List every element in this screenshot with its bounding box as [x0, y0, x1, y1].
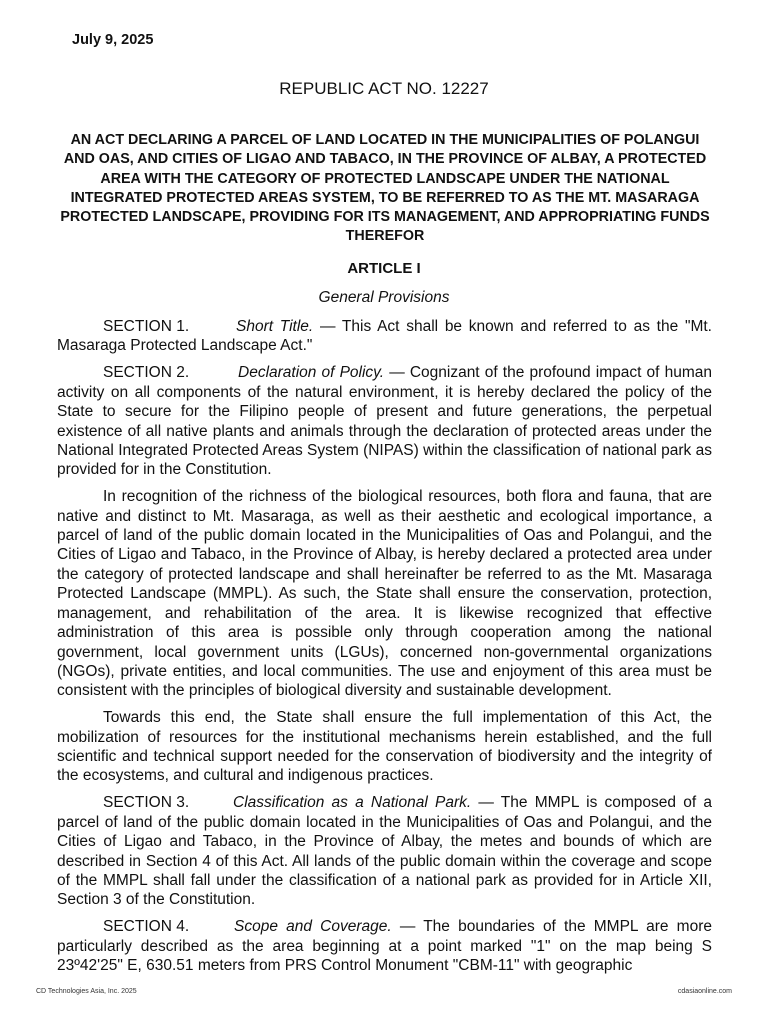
footer-copyright: CD Technologies Asia, Inc. 2025 — [36, 988, 137, 995]
body-paragraph: In recognition of the richness of the biological resources, both flora and fauna, that are native and distinct to Mt. Masaraga, as well as their aesthetic and ecological importance, a parcel of land of the public domain located in the Municipalities of Oas and Polangui, and the Cities of Ligao and Tabaco, in the Province of Albay, is hereby declared a protected area under the category of protected landscape and shall hereinafter be referred to as the Mt. Masaraga Protected Landscape (MMPL). As such, the State shall ensure the conservation, protection, management, and rehabilitation of the area. It is likewise recognized that effective administration of this area is possible only through cooperation among the national government, local government units (LGUs), concerned non-governmental organizations (NGOs), private entities, and local communities. The use and enjoyment of this area must be consistent with the principles of biological diversity and sustainable development. — [57, 488, 712, 700]
section-4-paragraph — [57, 917, 712, 975]
article-subheading: General Provisions — [318, 289, 450, 306]
act-number: REPUBLIC ACT NO. 12227 — [279, 79, 489, 98]
section-label: SECTION 3. — [103, 794, 190, 812]
section-3-paragraph — [57, 793, 712, 909]
document-body — [57, 317, 712, 983]
section-label: SECTION 2. — [103, 364, 190, 382]
section-heading: Short Title. — [236, 318, 314, 335]
section-2-paragraph — [57, 363, 712, 479]
section-text: — The MMPL is composed of a parcel of land of the public domain located in the Municipalities of Oas and Polangui, and the Cities of Ligao and Tabaco, in the Province of Albay, the metes and bounds of which are described in Section 4 of this Act. All lands of the public domain within the coverage and scope of the MMPL shall fall under the classification of a national park as provided for in Article XII, Section 3 of the Constitution. — [57, 794, 712, 909]
section-text: — This Act shall be known and referred to as the "Mt. Masaraga Protected Landscape Act." — [57, 318, 712, 355]
section-text: — The boundaries of the MMPL are more particularly described as the area beginning at a point marked "1" on the map being S 23º42'25" E, 630.51 meters from PRS Control Monument "CBM-11" with geographic — [57, 918, 712, 975]
section-1-paragraph — [57, 317, 712, 356]
section-label: SECTION 1. — [103, 318, 190, 335]
document-date: July 9, 2025 — [72, 32, 154, 48]
section-heading: Declaration of Policy. — [238, 364, 385, 382]
footer-website: cdasiaonline.com — [677, 988, 732, 995]
body-paragraph: Towards this end, the State shall ensure the full implementation of this Act, the mobilization of resources for the institutional mechanisms herein established, and the full scientific and technical support needed for the conservation of biodiversity and the integrity of the ecosystems, and cultural and indigenous practices. — [57, 709, 712, 785]
section-label: SECTION 4. — [103, 918, 190, 936]
section-heading: Scope and Coverage. — [234, 918, 392, 936]
section-heading: Classification as a National Park. — [233, 794, 472, 812]
section-text: — Cognizant of the profound impact of human activity on all components of the natural environment, it is hereby declared the policy of the State to secure for the Filipino people of present and future generations, the perpetual existence of all native plants and animals through the declaration of protected areas under the National Integrated Protected Areas System (NIPAS) within the classification of national park as provided for in the Constitution. — [57, 364, 712, 479]
article-heading: ARTICLE I — [347, 260, 421, 277]
act-title: AN ACT DECLARING A PARCEL OF LAND LOCATED IN THE MUNICIPALITIES OF POLANGUI AND OAS, AND CITIES OF LIGAO AND TABACO, IN THE PROVINCE OF ALBAY, A PROTECTED AREA WITH THE CATEGORY OF PROTECTED LANDSCAPE UNDER THE NATIONAL INTEGRATED PROTECTED AREAS SYSTEM, TO BE REFERRED TO AS THE MT. MASARAGA PROTECTED LANDSCAPE, PROVIDING FOR ITS MANAGEMENT, AND APPROPRIATING FUNDS THEREFOR — [60, 132, 710, 245]
